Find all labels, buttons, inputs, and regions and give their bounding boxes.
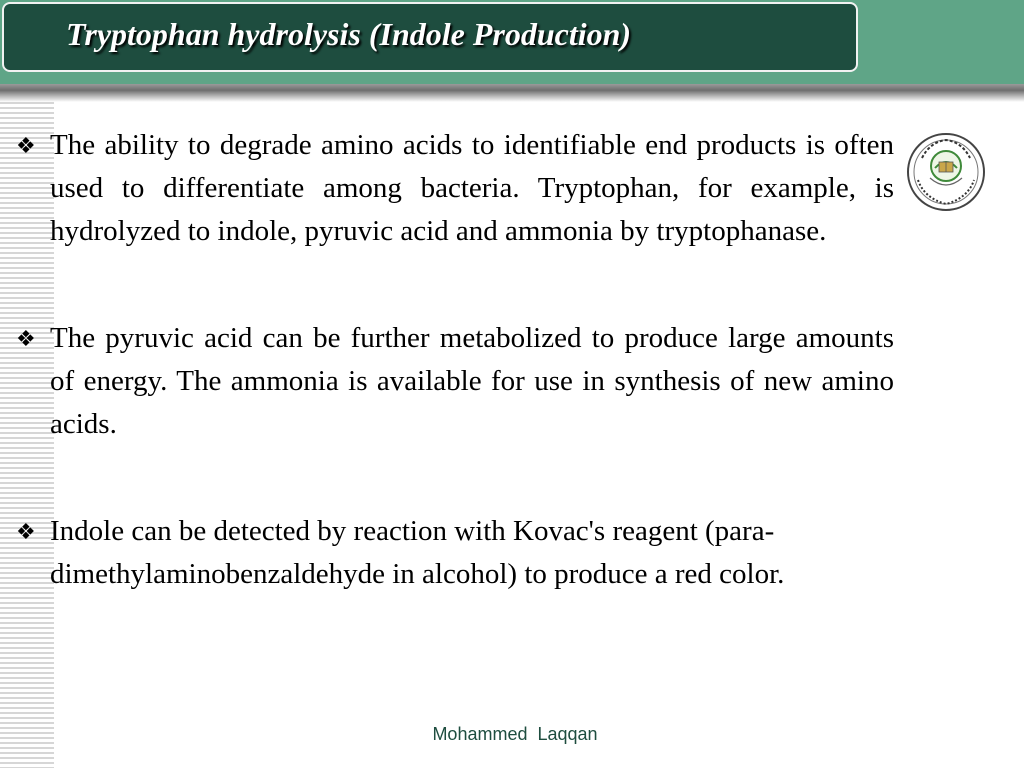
title-box bbox=[2, 2, 858, 72]
header-divider bbox=[0, 84, 1024, 102]
diamond-bullet-icon: ❖ bbox=[16, 133, 36, 158]
bullet-text: The ability to degrade amino acids to identifiable end products is often used to differentiate among bacteria. Tryptophan, for example, is hydrolyzed to indole, pyruvic acid and ammonia by tryptophanase. bbox=[50, 129, 894, 247]
slide-title: Tryptophan hydrolysis (Indole Production) bbox=[66, 16, 632, 52]
footer-author: Mohammed Laqqan bbox=[432, 724, 598, 744]
diamond-bullet-icon: ❖ bbox=[16, 519, 36, 544]
university-seal-logo bbox=[906, 132, 986, 212]
bullet-item bbox=[16, 510, 894, 596]
bullet-text: The pyruvic acid can be further metabolized to produce large amounts of energy. The ammonia is available for use in synthesis of new amino acids. bbox=[50, 322, 894, 440]
bullet-text: Indole can be detected by reaction with Kovac's reagent (para-dimethylaminobenzaldehyde in alcohol) to produce a red color. bbox=[50, 515, 785, 590]
bullet-list bbox=[16, 124, 894, 596]
bullet-item bbox=[16, 317, 894, 446]
diamond-bullet-icon: ❖ bbox=[16, 326, 36, 351]
bullet-item bbox=[16, 124, 894, 253]
